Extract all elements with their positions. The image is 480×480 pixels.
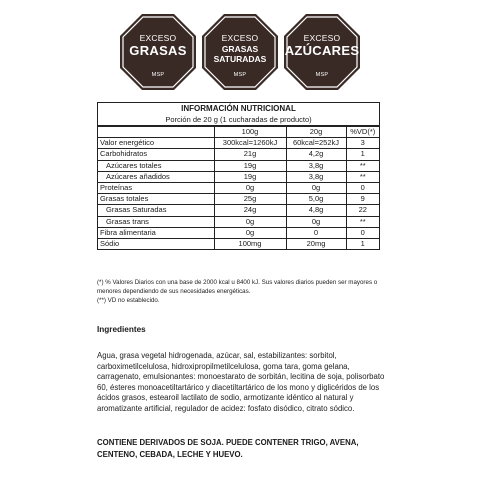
seal-line2: GRASAS SATURADAS: [213, 44, 267, 64]
nutrition-cell-vd: **: [346, 160, 379, 171]
nutrition-cell-vport: 4,8g: [286, 205, 346, 216]
nutrition-cell-vport: 3,8g: [286, 160, 346, 171]
nutrition-grid: [98, 126, 379, 249]
nutrition-row: [98, 205, 379, 216]
nutrition-cell-vd: **: [346, 216, 379, 227]
nutrition-cell-name: Proteínas: [98, 182, 214, 193]
nutrition-cell-name: Grasas totales: [98, 194, 214, 205]
nutrition-cell-vd: 9: [346, 194, 379, 205]
seal-line1: EXCESO: [221, 33, 259, 43]
nutrition-cell-vport: 3,8g: [286, 171, 346, 182]
nutrition-row: [98, 149, 379, 160]
ingredients-title: Ingredientes: [97, 325, 146, 334]
nutrition-cell-name: Carbohidratos: [98, 149, 214, 160]
nutrition-row: [98, 238, 379, 249]
nutrition-cell-v100: 19g: [214, 171, 286, 182]
nutrition-cell-v100: 25g: [214, 194, 286, 205]
nutrition-cell-vport: 5,0g: [286, 194, 346, 205]
nutrition-cell-vport: 20mg: [286, 238, 346, 249]
nutrition-cell-vd: **: [346, 171, 379, 182]
nutrition-cell-name: Azúcares añadidos: [98, 171, 214, 182]
footnote-not-established: (**) VD no establecido.: [97, 297, 160, 304]
header-cell: %VD(*): [346, 127, 379, 138]
nutrition-row: [98, 216, 379, 227]
nutrition-row: [98, 138, 379, 149]
nutrition-cell-name: Grasas trans: [98, 216, 214, 227]
nutrition-cell-vport: 0g: [286, 216, 346, 227]
nutrition-header-row: [98, 127, 379, 138]
nutrition-title: INFORMACIÓN NUTRICIONAL: [181, 104, 296, 113]
nutrition-cell-vport: 60kcal=252kJ: [286, 138, 346, 149]
nutrition-cell-v100: 0g: [214, 182, 286, 193]
nutrition-cell-name: Fibra alimentaria: [98, 227, 214, 238]
seal-msp: MSP: [151, 72, 165, 78]
seal-exceso-grasas: [119, 13, 197, 91]
nutrition-row: [98, 182, 379, 193]
nutrition-cell-vd: 1: [346, 149, 379, 160]
header-cell: [98, 127, 214, 138]
nutrition-row: [98, 171, 379, 182]
nutrition-cell-vd: 0: [346, 227, 379, 238]
nutrition-cell-v100: 21g: [214, 149, 286, 160]
seal-line2: AZÚCARES: [284, 43, 360, 58]
seal-line1: EXCESO: [303, 33, 341, 43]
nutrition-cell-name: Azúcares totales: [98, 160, 214, 171]
seal-line2: GRASAS: [129, 43, 187, 58]
nutrition-cell-vport: 4,2g: [286, 149, 346, 160]
nutrition-cell-vport: 0: [286, 227, 346, 238]
allergens-text: CONTIENE DERIVADOS DE SOJA. PUEDE CONTENER TRIGO, AVENA, CENTENO, CEBADA, LECHE Y HUEVO.: [97, 438, 359, 459]
nutrition-cell-vd: 3: [346, 138, 379, 149]
nutrition-cell-v100: 100mg: [214, 238, 286, 249]
nutrition-table: [97, 102, 380, 250]
nutrition-row: [98, 194, 379, 205]
seal-exceso-azucares: [283, 13, 361, 91]
nutrition-cell-v100: 0g: [214, 227, 286, 238]
nutrition-cell-vd: 1: [346, 238, 379, 249]
seal-line1: EXCESO: [139, 33, 177, 43]
seal-exceso-grasas-saturadas: [201, 13, 279, 91]
header-cell: 20g: [286, 127, 346, 138]
seal-msp: MSP: [233, 72, 247, 78]
nutrition-cell-v100: 300kcal=1260kJ: [214, 138, 286, 149]
seal-msp: MSP: [315, 72, 329, 78]
nutrition-row: [98, 227, 379, 238]
nutrition-cell-name: Grasas Saturadas: [98, 205, 214, 216]
header-cell: 100g: [214, 127, 286, 138]
nutrition-portion: Porción de 20 g (1 cucharadas de producto): [98, 114, 379, 126]
nutrition-cell-v100: 0g: [214, 216, 286, 227]
nutrition-cell-vport: 0g: [286, 182, 346, 193]
nutrition-cell-name: Valor energético: [98, 138, 214, 149]
nutrition-cell-vd: 0: [346, 182, 379, 193]
nutrition-cell-v100: 19g: [214, 160, 286, 171]
nutrition-cell-vd: 22: [346, 205, 379, 216]
nutrition-cell-v100: 24g: [214, 205, 286, 216]
nutrition-cell-name: Sódio: [98, 238, 214, 249]
ingredients-text: Agua, grasa vegetal hidrogenada, azúcar, sal, estabilizantes: sorbitol, carboximetilcelulosa, hidroxipropilmetilcelulosa, goma tara, goma gelana, carragenato, emulsionantes: monoestarato de sorbitán, lecitina de soja, polisorbato 60, ésteres monoacetiltartárico y diacetiltartárico de los mono y diglicéridos de los ácidos grasos, estearoil lactilato de sodio, armotizante idéntico al natural y aromatizante artificial, regulador de acidez: fosfato disódico, citrato sódico.: [97, 351, 385, 413]
warning-seals: [0, 13, 480, 93]
nutrition-row: [98, 160, 379, 171]
footnote-vd: (*) % Valores Diarios con una base de 2000 kcal u 8400 kJ. Sus valores diarios pueden ser mayores o menores dependiendo de sus necesidades energéticas.: [97, 279, 378, 295]
nutrition-footnotes: [97, 278, 397, 305]
